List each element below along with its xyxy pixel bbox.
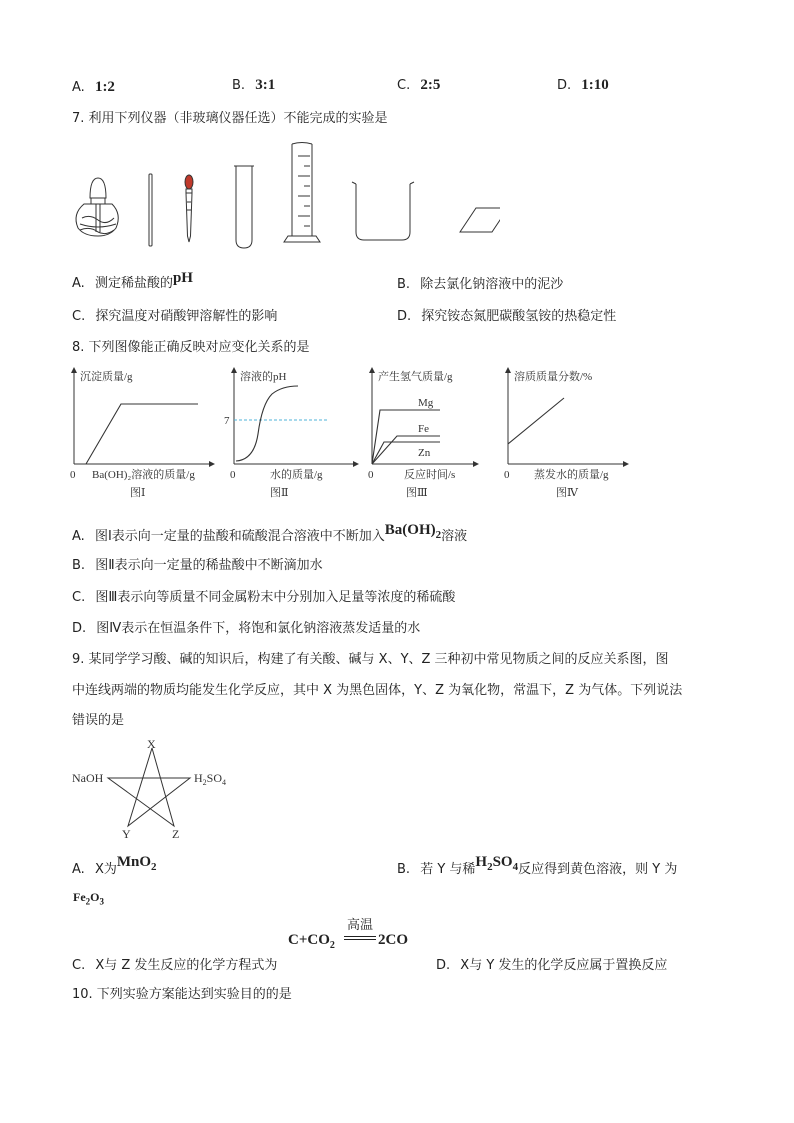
beaker-icon xyxy=(352,182,414,240)
q7-equipment xyxy=(60,140,500,252)
graph-1 xyxy=(70,369,212,499)
q9-star-diagram xyxy=(68,734,238,840)
q9-option-b: B. 若 Y 与稀$H_2SO_4$反应得到黄色溶液，则 Y 为 xyxy=(397,854,678,877)
graph-3 xyxy=(368,369,476,499)
q7-option-a: A. 测定稀盐酸的pH xyxy=(72,270,193,291)
q9-option-b-answer: $Fe_2O_3$ xyxy=(73,890,104,907)
q6-option-d: D. 1:10 xyxy=(557,77,609,93)
node-y: Y xyxy=(122,827,131,840)
q8-option-d: D. 图Ⅳ表示在恒温条件下，将饱和氯化钠溶液蒸发适量的水 xyxy=(72,621,421,636)
q7-option-c: C. 探究温度对硝酸钾溶解性的影响 xyxy=(72,309,278,324)
q7-stem: 7. 利用下列仪器（非玻璃仪器任选）不能完成的实验是 xyxy=(72,111,388,126)
q8-option-c: C. 图Ⅲ表示向等质量不同金属粉末中分别加入足量等浓度的稀硫酸 xyxy=(72,590,456,605)
graph-3-series-zn: Zn xyxy=(418,447,431,459)
graph-4-curve xyxy=(508,398,564,444)
graph-3-ylabel: 产生氢气质量/g xyxy=(378,371,453,383)
q6-option-a: A. 1:2 xyxy=(72,79,115,95)
graph-1-caption: 图Ⅰ xyxy=(130,487,146,499)
graph-1-ylabel: 沉淀质量/g xyxy=(80,371,133,383)
graph-2-caption: 图Ⅱ xyxy=(270,487,289,499)
node-naoh: NaOH xyxy=(72,771,104,785)
node-z: Z xyxy=(172,827,180,840)
graph-2-origin: 0 xyxy=(230,469,236,481)
q6-option-c: C. 2:5 xyxy=(397,77,441,93)
q9-option-a: A. X为MnO$_2$ xyxy=(72,854,157,877)
q8-option-a: A. 图Ⅰ表示向一定量的盐酸和硫酸混合溶液中不断加入$Ba(OH)_2$溶液 xyxy=(72,522,468,544)
graph-1-origin: 0 xyxy=(70,469,76,481)
q9-option-d: D. X与 Y 发生的化学反应属于置换反应 xyxy=(436,958,668,973)
q9-option-c: C. X与 Z 发生反应的化学方程式为 xyxy=(72,958,278,973)
graph-4 xyxy=(504,369,626,499)
graph-3-caption: 图Ⅲ xyxy=(406,487,428,499)
graph-2-xlabel: 水的质量/g xyxy=(270,469,323,481)
q9-stem-line1: 9. 某同学学习酸、碱的知识后，构建了有关酸、碱与 X、Y、Z 三种初中常见物质之间的反应关系图，图 xyxy=(72,652,669,667)
glass-plate-icon xyxy=(460,208,500,232)
alcohol-lamp-icon xyxy=(76,178,118,236)
q9-stem-line2: 中连线两端的物质均能发生化学反应，其中 X 为黑色固体，Y、Z 为氧化物，常温下，Z 为气体。下列说法 xyxy=(72,683,683,698)
graph-4-origin: 0 xyxy=(504,469,510,481)
q10-stem: 10. 下列实验方案能达到实验目的的是 xyxy=(72,987,292,1002)
q8-option-b: B. 图Ⅱ表示向一定量的稀盐酸中不断滴加水 xyxy=(72,558,323,573)
graduated-cylinder-icon xyxy=(284,143,320,243)
star-lines xyxy=(108,748,190,826)
test-tube-icon xyxy=(234,166,254,248)
graph-1-xlabel: Ba(OH)₂溶液的质量/g xyxy=(92,469,195,481)
graph-4-ylabel: 溶质质量分数/% xyxy=(514,371,593,383)
equation-arrow: 高温 xyxy=(344,918,376,940)
node-h2so4: $H_2SO_4$ xyxy=(194,771,227,787)
graph-4-caption: 图Ⅳ xyxy=(556,487,578,499)
graph-3-series-fe: Fe xyxy=(418,423,429,435)
node-x: X xyxy=(147,737,156,751)
graph-2-ylabel: 溶液的pH xyxy=(240,371,287,383)
glass-rod-icon xyxy=(149,174,152,246)
graph-2-ref: 7 xyxy=(224,415,230,427)
graph-2-curve xyxy=(236,386,298,461)
q8-stem: 8. 下列图像能正确反映对应变化关系的是 xyxy=(72,340,310,355)
q7-option-d: D. 探究铵态氮肥碳酸氢铵的热稳定性 xyxy=(397,309,617,324)
graph-3-origin: 0 xyxy=(368,469,374,481)
graph-3-xlabel: 反应时间/s xyxy=(404,469,456,481)
q8-graphs xyxy=(64,364,634,504)
graph-3-series-mg: Mg xyxy=(418,397,434,409)
q6-option-b: B. 3:1 xyxy=(232,77,276,93)
graph-1-curve xyxy=(74,404,198,464)
q9-stem-line3: 错误的是 xyxy=(72,713,125,728)
graph-2 xyxy=(224,369,356,499)
graph-4-xlabel: 蒸发水的质量/g xyxy=(534,469,609,481)
q7-option-b: B. 除去氯化钠溶液中的泥沙 xyxy=(397,277,564,292)
dropper-icon xyxy=(185,175,193,242)
